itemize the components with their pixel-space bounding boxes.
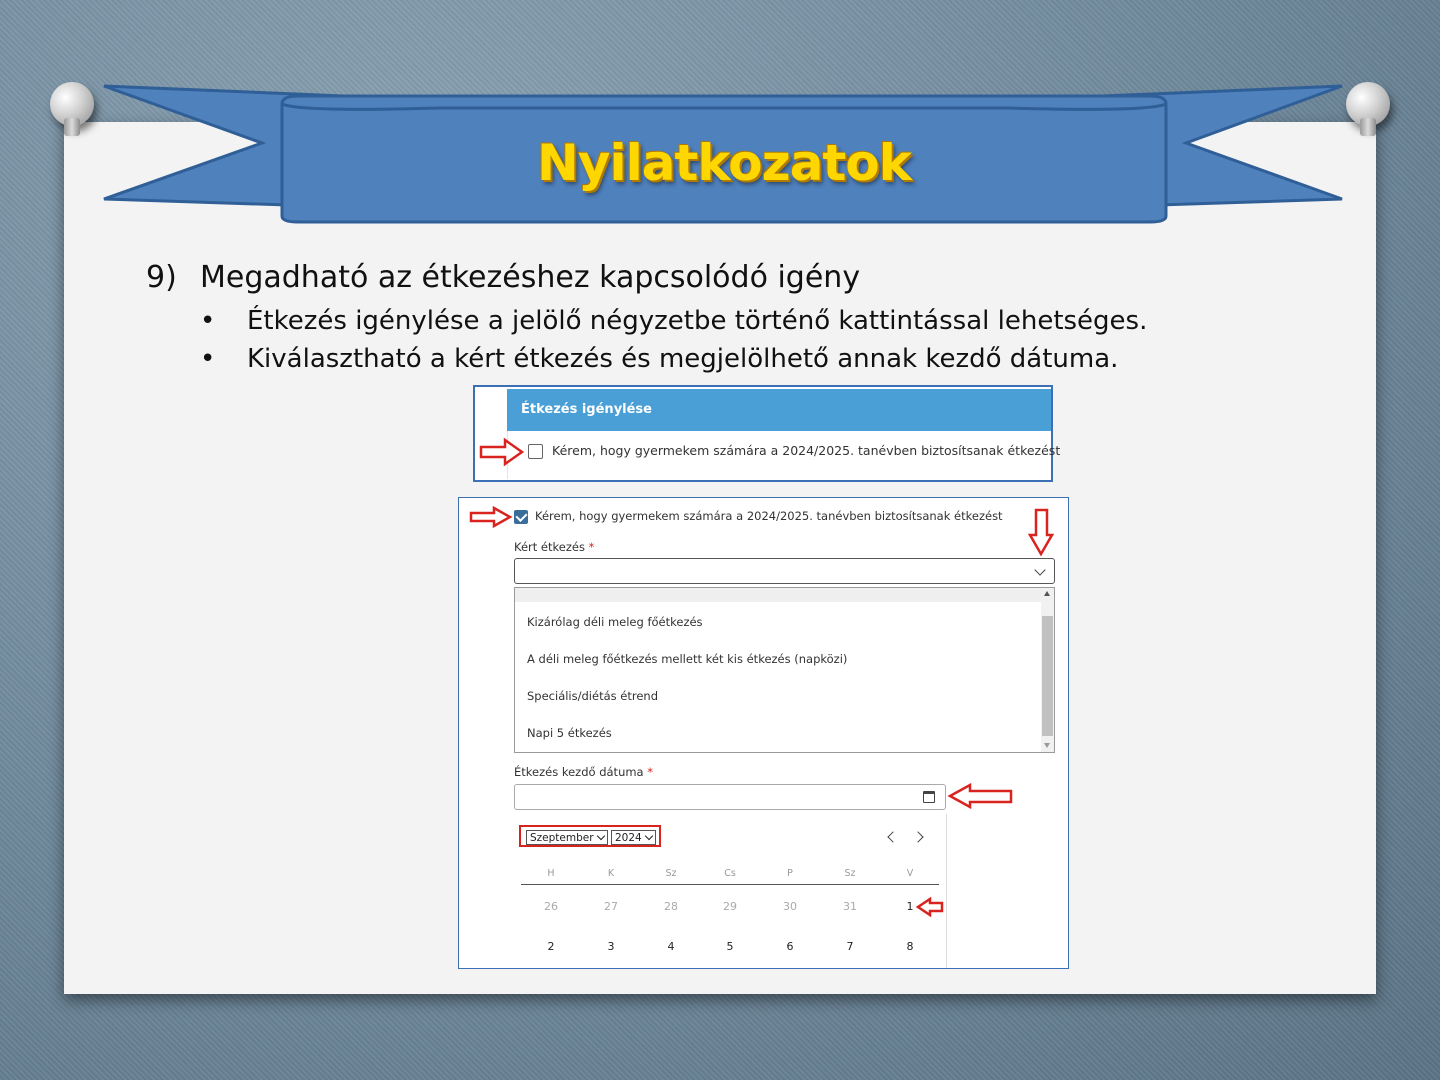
bullet-text: Kiválasztható a kért étkezés és megjelölhető annak kezdő dátuma. — [247, 344, 1119, 374]
chevron-down-icon — [644, 832, 652, 840]
meal-option[interactable]: Napi 5 étkezés — [527, 726, 612, 740]
bullet-item — [200, 306, 1147, 336]
meal-type-select[interactable] — [514, 558, 1055, 584]
calendar-day[interactable]: 5 — [726, 940, 734, 953]
calendar-day[interactable]: 30 — [783, 900, 797, 913]
calendar-day[interactable]: 29 — [723, 900, 737, 913]
slide-title: Nyilatkozatok — [537, 134, 911, 192]
meal-request-panel-expanded — [458, 497, 1069, 969]
calendar-day[interactable]: 27 — [604, 900, 618, 913]
meal-request-checkbox-checked[interactable] — [514, 510, 528, 524]
weekday-header: V — [906, 868, 914, 879]
calendar-day[interactable]: 31 — [843, 900, 857, 913]
chevron-down-icon[interactable] — [1034, 564, 1045, 575]
section-heading — [146, 260, 860, 295]
meal-request-checkbox[interactable] — [528, 444, 543, 459]
meal-request-label[interactable]: Kérem, hogy gyermekem számára a 2024/2025. tanévben biztosítsanak étkezést — [535, 509, 1003, 523]
month-select[interactable] — [526, 830, 608, 845]
start-date-input[interactable] — [514, 784, 946, 810]
bullet-dot: • — [200, 344, 216, 374]
meal-request-panel-unchecked — [473, 385, 1061, 482]
heading-number: 9) — [146, 260, 177, 295]
calendar-day[interactable]: 3 — [607, 940, 615, 953]
meal-request-label[interactable]: Kérem, hogy gyermekem számára a 2024/2025. tanévben biztosítsanak étkezést — [552, 443, 1061, 458]
weekday-header: P — [787, 868, 793, 879]
year-value: 2024 — [615, 832, 642, 844]
meal-option[interactable]: Speciális/diétás étrend — [527, 689, 658, 703]
calendar-icon[interactable] — [923, 791, 935, 803]
meal-type-label-text: Kért étkezés — [514, 540, 585, 554]
required-mark: * — [647, 765, 654, 779]
calendar-day[interactable]: 7 — [846, 940, 854, 953]
bullet-text: Étkezés igénylése a jelölő négyzetbe történő kattintással lehetséges. — [247, 306, 1148, 336]
heading-text: Megadható az étkezéshez kapcsolódó igény — [200, 260, 861, 295]
weekday-header: Cs — [724, 868, 736, 879]
weekday-header: H — [547, 868, 555, 879]
calendar-day[interactable]: 6 — [786, 940, 794, 953]
calendar-day[interactable]: 8 — [906, 940, 914, 953]
meal-type-options-list[interactable] — [514, 587, 1055, 753]
weekday-header: K — [607, 868, 615, 879]
year-select[interactable] — [611, 830, 656, 845]
meal-option[interactable]: Kizárólag déli meleg főétkezés — [527, 615, 703, 629]
calendar-day-first[interactable]: 1 — [906, 900, 914, 913]
scroll-down-icon[interactable] — [1044, 743, 1050, 748]
meal-type-label — [514, 540, 594, 554]
scroll-up-icon[interactable] — [1044, 591, 1050, 596]
required-mark: * — [588, 540, 595, 554]
empty-option[interactable] — [515, 588, 1041, 602]
start-date-label-text: Étkezés kezdő dátuma — [514, 765, 644, 779]
calendar-header-divider — [521, 884, 939, 885]
calendar-day[interactable]: 26 — [544, 900, 558, 913]
panel-header: Étkezés igénylése — [507, 389, 1051, 431]
bullet-item — [200, 344, 1118, 374]
weekday-header: Sz — [844, 868, 856, 879]
options-scrollbar[interactable] — [1041, 588, 1054, 752]
start-date-label — [514, 765, 653, 779]
meal-option[interactable]: A déli meleg főétkezés mellett két kis étkezés (napközi) — [527, 652, 848, 666]
weekday-header: Sz — [665, 868, 677, 879]
scrollbar-thumb[interactable] — [1042, 616, 1053, 736]
month-value: Szeptember — [530, 832, 594, 844]
calendar-day[interactable]: 4 — [667, 940, 675, 953]
bullet-dot: • — [200, 306, 216, 336]
chevron-down-icon — [596, 832, 604, 840]
calendar-day[interactable]: 28 — [664, 900, 678, 913]
calendar-day[interactable]: 2 — [547, 940, 555, 953]
